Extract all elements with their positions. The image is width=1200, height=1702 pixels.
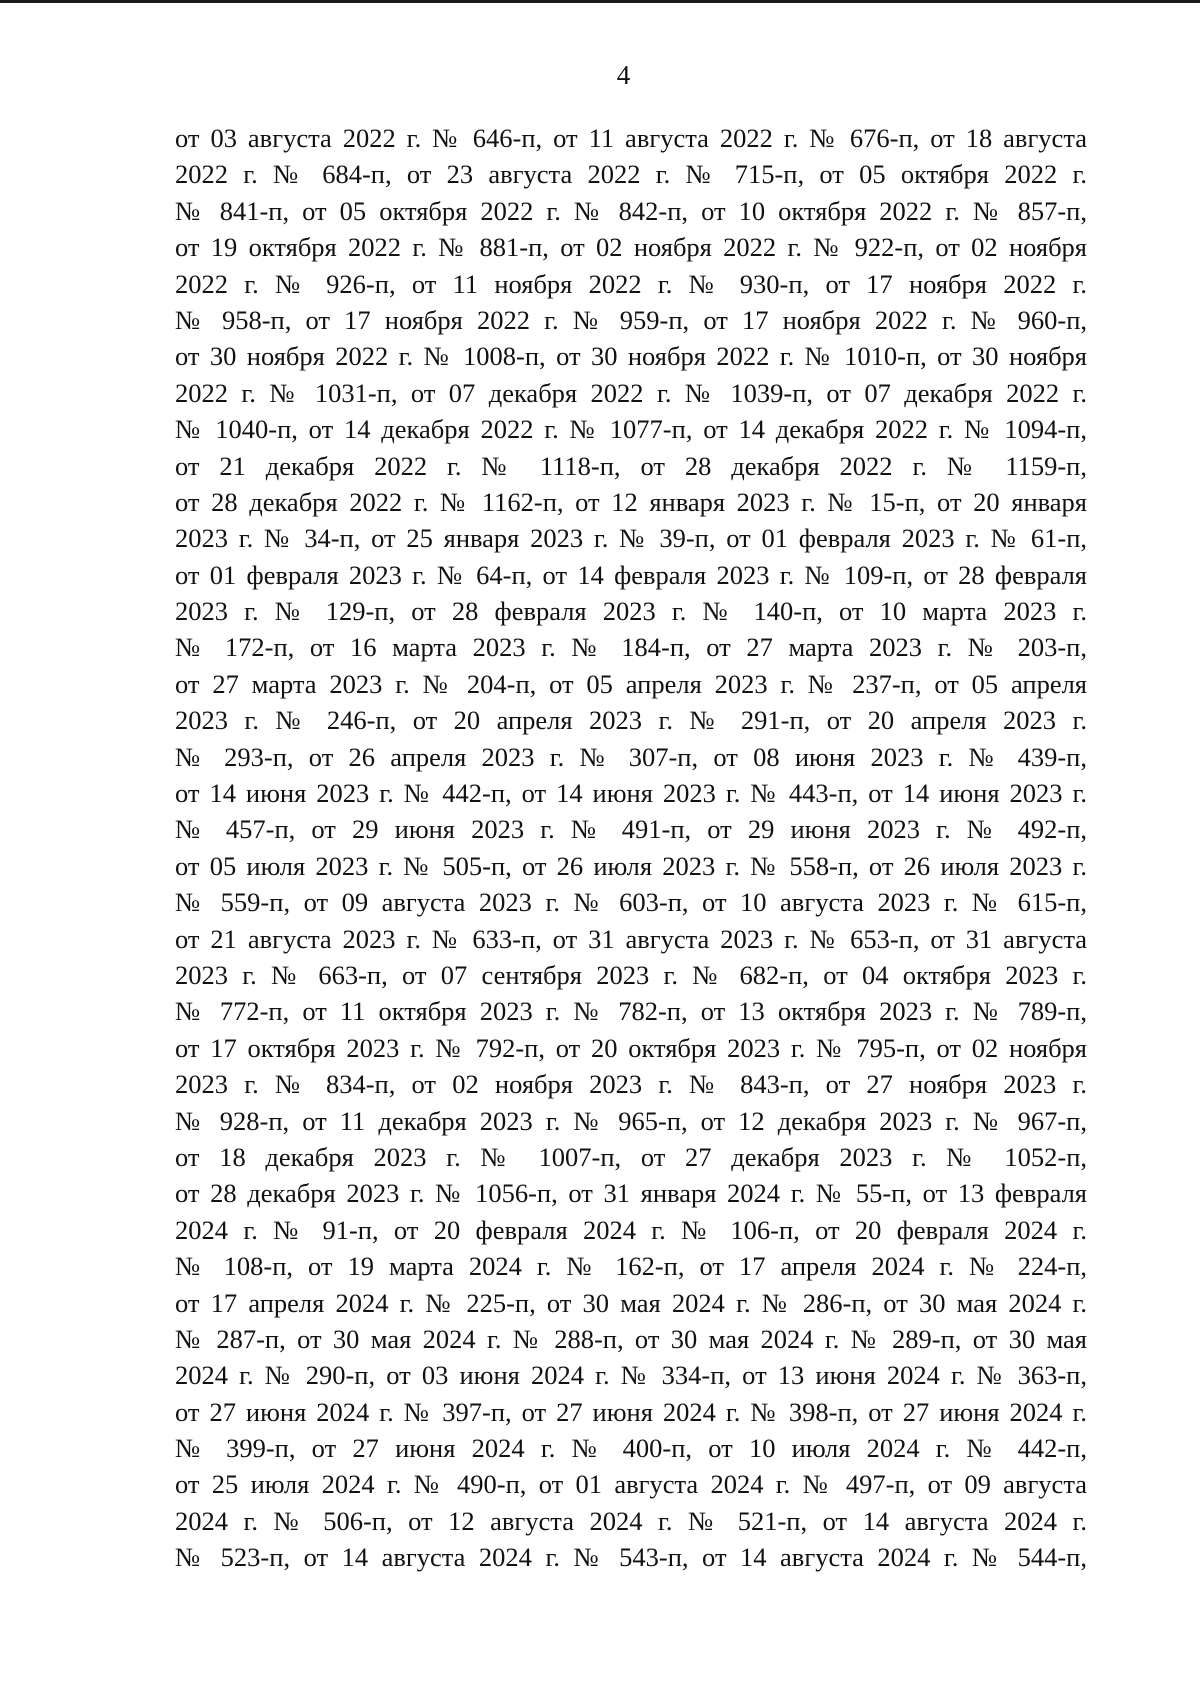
text-line: 2023 г. № 834-п, от 02 ноября 2023 г. № 843-п, от 27 ноября 2023 г. [175, 1069, 1087, 1100]
text-line: от 27 июня 2024 г. № 397-п, от 27 июня 2024 г. № 398-п, от 27 июня 2024 г. [175, 1396, 1087, 1427]
text-line: № 287-п, от 30 мая 2024 г. № 288-п, от 30 мая 2024 г. № 289-п, от 30 мая [175, 1323, 1087, 1354]
text-line: от 28 декабря 2022 г. № 1162-п, от 12 января 2023 г. № 15-п, от 20 января [175, 486, 1087, 517]
text-line: от 17 октября 2023 г. № 792-п, от 20 октября 2023 г. № 795-п, от 02 ноября [175, 1032, 1087, 1063]
text-line: от 28 декабря 2023 г. № 1056-п, от 31 января 2024 г. № 55-п, от 13 февраля [175, 1178, 1087, 1209]
text-line: № 523-п, от 14 августа 2024 г. № 543-п, от 14 августа 2024 г. № 544-п, [175, 1542, 1087, 1573]
page-number: 4 [616, 60, 631, 90]
text-line: 2023 г. № 129-п, от 28 февраля 2023 г. № 140-п, от 10 марта 2023 г. [175, 596, 1087, 627]
text-line: от 17 апреля 2024 г. № 225-п, от 30 мая 2024 г. № 286-п, от 30 мая 2024 г. [175, 1287, 1087, 1318]
text-line: 2024 г. № 290-п, от 03 июня 2024 г. № 334-п, от 13 июня 2024 г. № 363-п, [175, 1360, 1087, 1391]
text-line: от 27 марта 2023 г. № 204-п, от 05 апреля 2023 г. № 237-п, от 05 апреля [175, 668, 1087, 699]
text-line: № 1040-п, от 14 декабря 2022 г. № 1077-п, от 14 декабря 2022 г. № 1094-п, [175, 414, 1087, 445]
text-line: № 399-п, от 27 июня 2024 г. № 400-п, от 10 июля 2024 г. № 442-п, [175, 1433, 1087, 1464]
text-line: 2022 г. № 926-п, от 11 ноября 2022 г. № 930-п, от 17 ноября 2022 г. [175, 268, 1087, 299]
text-line: № 772-п, от 11 октября 2023 г. № 782-п, от 13 октября 2023 г. № 789-п, [175, 996, 1087, 1027]
text-line: 2022 г. № 1031-п, от 07 декабря 2022 г. № 1039-п, от 07 декабря 2022 г. [175, 377, 1087, 408]
text-line: от 18 декабря 2023 г. № 1007-п, от 27 декабря 2023 г. № 1052-п, [175, 1141, 1087, 1172]
text-line: № 457-п, от 29 июня 2023 г. № 491-п, от 29 июня 2023 г. № 492-п, [175, 814, 1087, 845]
text-line: № 841-п, от 05 октября 2022 г. № 842-п, от 10 октября 2022 г. № 857-п, [175, 195, 1087, 226]
text-line: 2024 г. № 506-п, от 12 августа 2024 г. № 521-п, от 14 августа 2024 г. [175, 1505, 1087, 1536]
text-line: от 03 августа 2022 г. № 646-п, от 11 августа 2022 г. № 676-п, от 18 августа [175, 123, 1087, 153]
scan-top-border [0, 0, 1200, 3]
text-line: 2023 г. № 34-п, от 25 января 2023 г. № 39-п, от 01 февраля 2023 г. № 61-п, [175, 523, 1087, 554]
text-line: от 25 июля 2024 г. № 490-п, от 01 августа 2024 г. № 497-п, от 09 августа [175, 1469, 1087, 1500]
text-line: № 108-п, от 19 марта 2024 г. № 162-п, от 17 апреля 2024 г. № 224-п, [175, 1251, 1087, 1282]
text-line: № 293-п, от 26 апреля 2023 г. № 307-п, от 08 июня 2023 г. № 439-п, [175, 741, 1087, 772]
text-line: от 14 июня 2023 г. № 442-п, от 14 июня 2023 г. № 443-п, от 14 июня 2023 г. [175, 778, 1087, 809]
text-line: № 958-п, от 17 ноября 2022 г. № 959-п, от 17 ноября 2022 г. № 960-п, [175, 304, 1087, 335]
text-line: от 05 июля 2023 г. № 505-п, от 26 июля 2023 г. № 558-п, от 26 июля 2023 г. [175, 850, 1087, 881]
text-line: 2023 г. № 246-п, от 20 апреля 2023 г. № 291-п, от 20 апреля 2023 г. [175, 705, 1087, 736]
text-line: от 01 февраля 2023 г. № 64-п, от 14 февраля 2023 г. № 109-п, от 28 февраля [175, 559, 1087, 590]
text-line: № 928-п, от 11 декабря 2023 г. № 965-п, от 12 декабря 2023 г. № 967-п, [175, 1105, 1087, 1136]
text-line: от 19 октября 2022 г. № 881-п, от 02 ноября 2022 г. № 922-п, от 02 ноября [175, 232, 1087, 263]
text-line: 2024 г. № 91-п, от 20 февраля 2024 г. № 106-п, от 20 февраля 2024 г. [175, 1214, 1087, 1245]
text-line: 2023 г. № 663-п, от 07 сентября 2023 г. № 682-п, от 04 октября 2023 г. [175, 959, 1087, 990]
body-text [175, 120, 1087, 1576]
text-line: № 559-п, от 09 августа 2023 г. № 603-п, от 10 августа 2023 г. № 615-п, [175, 887, 1087, 918]
text-line: от 21 декабря 2022 г. № 1118-п, от 28 декабря 2022 г. № 1159-п, [175, 450, 1087, 481]
text-line: № 172-п, от 16 марта 2023 г. № 184-п, от 27 марта 2023 г. № 203-п, [175, 632, 1087, 663]
text-line: 2022 г. № 684-п, от 23 августа 2022 г. № 715-п, от 05 октября 2022 г. [175, 159, 1087, 190]
text-line: от 30 ноября 2022 г. № 1008-п, от 30 ноября 2022 г. № 1010-п, от 30 ноября [175, 341, 1087, 372]
text-line: от 21 августа 2023 г. № 633-п, от 31 августа 2023 г. № 653-п, от 31 августа [175, 923, 1087, 954]
